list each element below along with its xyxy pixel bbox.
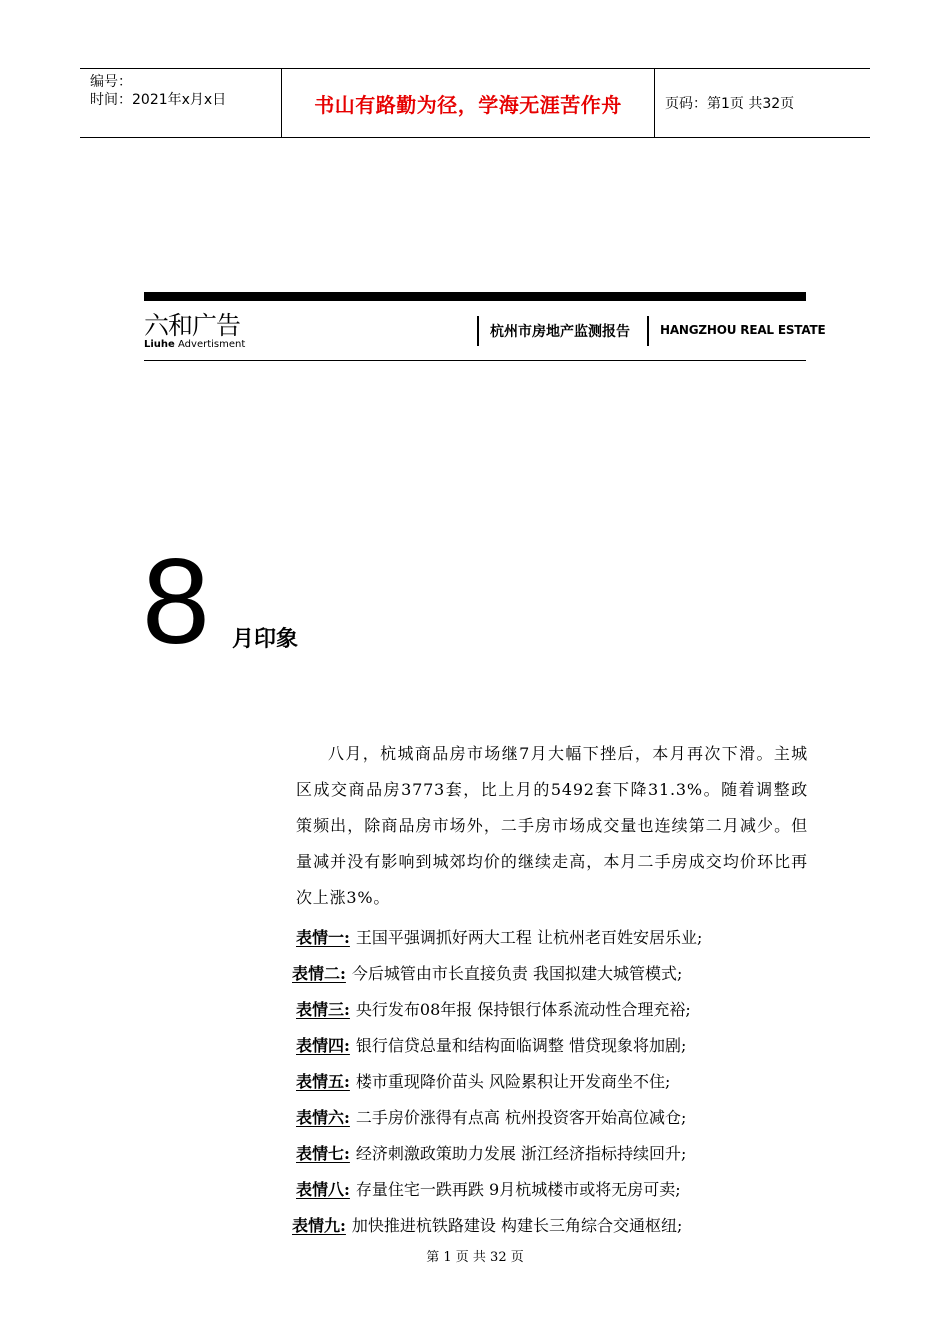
list-item [296, 924, 816, 960]
brand-logo-en-bold: Liuhe [144, 339, 175, 350]
report-title-en: HANGZHOU REAL ESTATE [660, 323, 826, 337]
mood-label: 表情二: [292, 964, 346, 983]
header-meta [80, 69, 282, 137]
mood-label: 表情九: [292, 1216, 346, 1235]
banner-bottom-line [144, 360, 806, 361]
number-label: 编号： [90, 74, 132, 90]
mood-label: 表情六: [296, 1108, 350, 1127]
date-label: 时间：2021年x月x日 [90, 92, 227, 108]
mood-text: 今后城管由市长直接负责 我国拟建大城管模式; [351, 964, 683, 983]
mood-list [292, 924, 816, 1248]
mood-label: 表情四: [296, 1036, 350, 1055]
banner-top-bar [144, 292, 806, 301]
mood-label: 表情八: [296, 1180, 350, 1199]
page-footer: 第 1 页 共 32 页 [426, 1250, 524, 1265]
mood-text: 央行发布08年报 保持银行体系流动性合理充裕; [355, 1000, 691, 1019]
mood-text: 楼市重现降价苗头 风险累积让开发商坐不住; [355, 1072, 671, 1091]
page-info-text: 页码：第1页 共32页 [665, 96, 795, 112]
section-title: 月印象 [232, 626, 299, 652]
list-item [292, 1212, 816, 1248]
list-item [296, 1176, 816, 1212]
banner-divider-1 [477, 316, 479, 346]
mood-label: 表情一: [296, 928, 350, 947]
brand-logo-cn: 六和广告 [144, 311, 241, 340]
mood-text: 存量住宅一跌再跌 9月杭城楼市或将无房可卖; [355, 1180, 681, 1199]
brand-logo-en [144, 339, 245, 350]
document-header [80, 68, 870, 138]
mood-text: 二手房价涨得有点高 杭州投资客开始高位减仓; [355, 1108, 687, 1127]
section-number: 8 [142, 533, 210, 669]
mood-text: 银行信贷总量和结构面临调整 惜贷现象将加剧; [355, 1036, 687, 1055]
header-motto-cell [282, 69, 655, 137]
mood-text: 加快推进杭铁路建设 构建长三角综合交通枢纽; [351, 1216, 683, 1235]
header-motto: 书山有路勤为径，学海无涯苦作舟 [314, 92, 622, 117]
report-title-cn: 杭州市房地产监测报告 [490, 324, 630, 340]
mood-text: 经济刺激政策助力发展 浙江经济指标持续回升; [355, 1144, 687, 1163]
mood-label: 表情七: [296, 1144, 350, 1163]
list-item [292, 960, 816, 996]
list-item [296, 1104, 816, 1140]
list-item [296, 1068, 816, 1104]
brand-logo-en-rest: Advertisment [174, 339, 246, 350]
intro-paragraph: 八月，杭城商品房市场继7月大幅下挫后，本月再次下滑。主城区成交商品房3773套，比上月的5492套下降31.3%。随着调整政策频出，除商品房市场外，二手房市场成交量也连续第二月减少。但量减并没有影响到城郊均价的继续走高，本月二手房成交均价环比再次上涨3%。 [296, 744, 808, 907]
list-item [296, 1140, 816, 1176]
mood-text: 王国平强调抓好两大工程 让杭州老百姓安居乐业; [355, 928, 703, 947]
header-page-info [655, 69, 870, 137]
mood-label: 表情五: [296, 1072, 350, 1091]
mood-label: 表情三: [296, 1000, 350, 1019]
list-item [296, 1032, 816, 1068]
banner-divider-2 [647, 316, 649, 346]
list-item [296, 996, 816, 1032]
